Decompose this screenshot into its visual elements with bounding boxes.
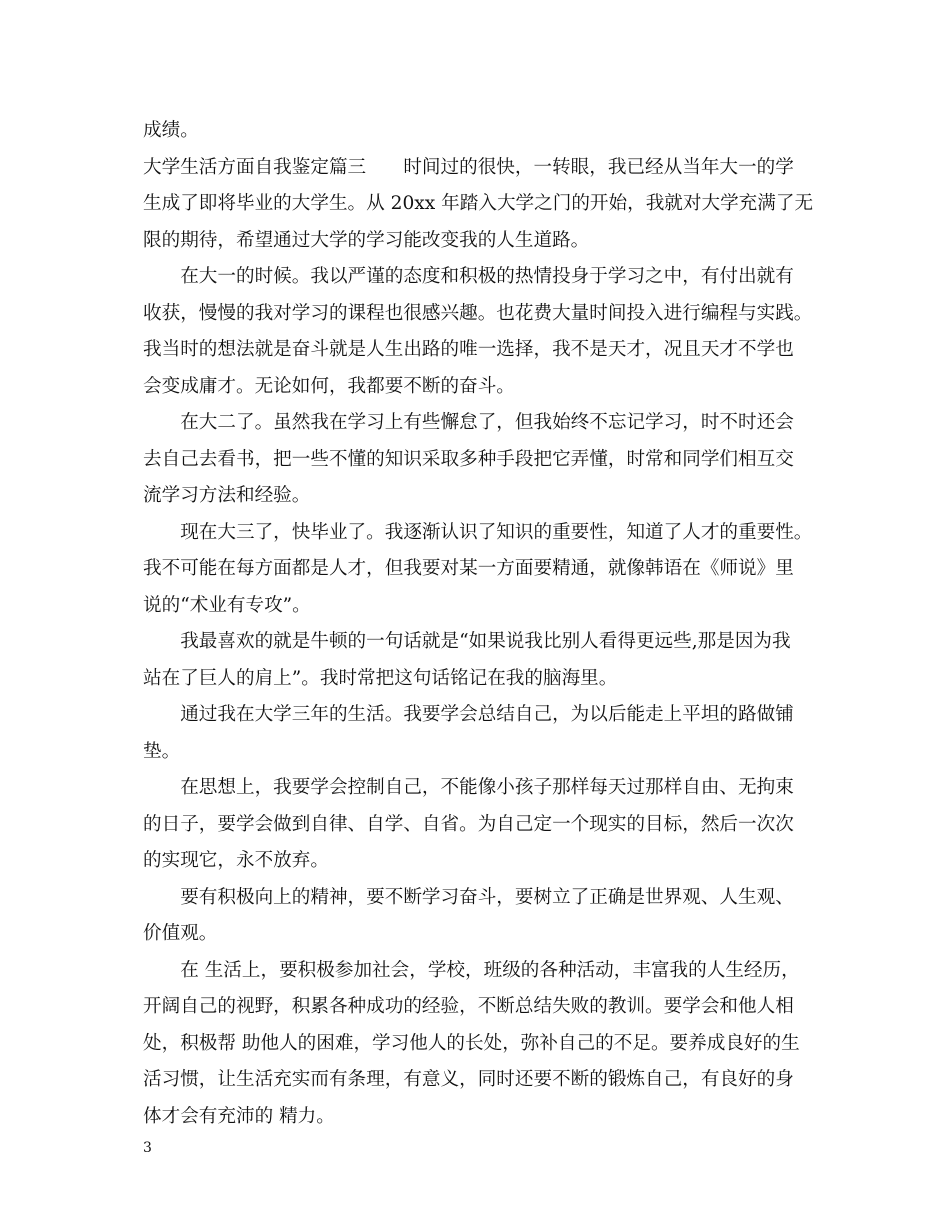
text-line: 活习惯，让生活充实而有条理，有意义，同时还要不断的锻炼自己，有良好的身 — [143, 1069, 794, 1090]
text-line: 会变成庸才。无论如何，我都要不断的奋斗。 — [143, 375, 515, 397]
text-line: 成绩。 — [143, 120, 199, 141]
text-line: 限的期待，希望通过大学的学习能改变我的人生道路。 — [143, 229, 590, 251]
document-body — [143, 113, 815, 1135]
text-line: 价值观。 — [143, 923, 218, 944]
text-line: 在 生活上，要积极参加社会，学校，班级的各种活动，丰富我的人生经历， — [143, 959, 800, 981]
text-line: 在大二了。虽然我在学习上有些懈怠了，但我始终不忘记学习，时不时还会 — [143, 412, 794, 433]
text-line: 站在了巨人的肩上”。我时常把这句话铭记在我的脑海里。 — [143, 667, 618, 689]
text-line: 开阔自己的视野，积累各种成功的经验，不断总结失败的教训。要学会和他人相 — [143, 996, 794, 1017]
text-line: 的实现它，永不放弃。 — [143, 850, 329, 871]
text-line: 要有积极向上的精神，要不断学习奋斗，要树立了正确是世界观、人生观、 — [143, 886, 794, 908]
text-line: 说的“术业有专攻”。 — [143, 594, 311, 616]
text-line: 在思想上，我要学会控制自己，不能像小孩子那样每天过那样自由、无拘束 — [143, 777, 794, 798]
page-number: 3 — [143, 1140, 152, 1156]
text-line: 的日子，要学会做到自律、自学、自省。为自己定一个现实的目标，然后一次次 — [143, 813, 794, 835]
text-line: 我最喜欢的就是牛顿的一句话就是“如果说我比别人看得更远些,那是因为我 — [143, 631, 791, 652]
text-line: 大学生活方面自我鉴定篇三 时间过的很快，一转眼，我已经从当年大一的学 — [143, 156, 794, 178]
text-line: 我当时的想法就是奋斗就是人生出路的唯一选择，我不是天才，况且天才不学也 — [143, 339, 794, 360]
text-line: 在大一的时候。我以严谨的态度和积极的热情投身于学习之中，有付出就有 — [143, 266, 794, 287]
text-line: 收获，慢慢的我对学习的课程也很感兴趣。也花费大量时间投入进行编程与实践。 — [143, 302, 813, 324]
text-line: 我不可能在每方面都是人才，但我要对某一方面要精通，就像韩语在《师说》里 — [143, 558, 794, 579]
text-line: 去自己去看书，把一些不懂的知识采取多种手段把它弄懂，时常和同学们相互交 — [143, 448, 794, 470]
text-line: 现在大三了，快毕业了。我逐渐认识了知识的重要性，知道了人才的重要性。 — [143, 521, 813, 543]
text-line: 流学习方法和经验。 — [143, 485, 311, 506]
text-line: 垫。 — [143, 740, 181, 762]
text-line: 生成了即将毕业的大学生。从 20xx 年踏入大学之门的开始，我就对大学充满了无 — [143, 193, 814, 214]
text-line: 通过我在大学三年的生活。我要学会总结自己，为以后能走上平坦的路做铺 — [143, 704, 794, 725]
text-line: 体才会有充沛的 精力。 — [143, 1105, 335, 1127]
text-line: 处，积极帮 助他人的困难，学习他人的长处，弥补自己的不足。要养成良好的生 — [143, 1032, 800, 1054]
